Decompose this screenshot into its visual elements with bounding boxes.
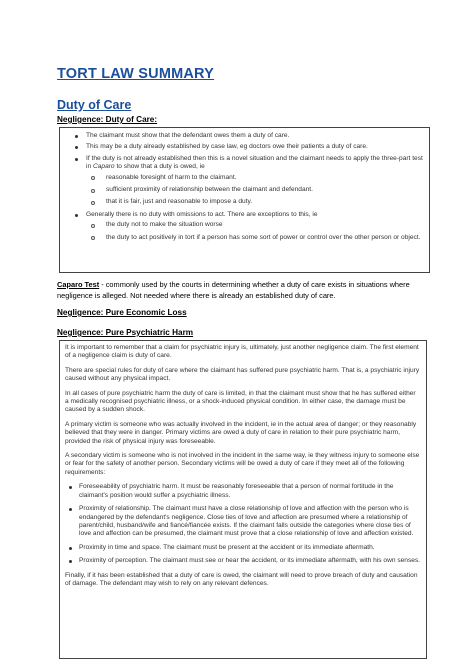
paragraph: There are special rules for duty of care where the claimant has suffered pure psychiatric harm. That is, a psychiatric injury caused without any physical impact. (65, 366, 420, 383)
case-name: Caparo (92, 163, 115, 171)
heading-pure-economic-loss: Negligence: Pure Economic Loss (57, 308, 187, 317)
list-item: This may be a duty already established by case law, eg doctors owe their patients a duty of care. (64, 143, 423, 151)
paragraph: A secondary victim is someone who is not involved in the incident in the same way, ie they witness injury to someone else or fear for the safety of another person. Secondary victims will be owed a duty of care if they meet all of the following requirements: (65, 452, 420, 476)
sub-list-item: sufficient proximity of relationship between the claimant and defendant. (86, 186, 423, 194)
list-item: The claimant must show that the defendant owes them a duty of care. (64, 132, 423, 140)
list-item: Foreseeability of psychiatric harm. It must be reasonably foreseeable that a person of normal fortitude in the claimant's position would suffer a psychiatric illness. (65, 483, 421, 500)
section-title-duty-of-care: Duty of Care (57, 98, 132, 112)
psychiatric-harm-box (59, 340, 427, 659)
caparo-test-label: Caparo Test (57, 280, 100, 289)
sub-list-item: that it is fair, just and reasonable to impose a duty. (86, 198, 423, 206)
sub-list-item: the duty not to make the situation worse (86, 221, 423, 229)
paragraph: A primary victim is someone who was actually involved in the incident, ie in the actual area of danger; or they reasonably believed that they were in danger. Primary victims are owed a duty of care in relation to their pure psychiatric harm, provided the risk of physical injury was foreseeable. (65, 420, 417, 445)
list-item: Proximity of perception. The claimant must see or hear the accident, or its immediate aftermath, with his own senses. (65, 557, 421, 565)
paragraph: It is important to remember that a claim for psychiatric injury is, ultimately, just another negligence claim. The first element of a negligence claim is duty of care. (65, 344, 419, 360)
duty-of-care-box (59, 127, 430, 273)
list-item: If the duty is not already established then this is a novel situation and the claimant needs to apply the three-part test in Caparo to show that a duty is owed, ie reasonable foresight of harm to the claimant. sufficient proximity of relationship between the claimant and defendant. that it is fair, just and reasonable to impose a duty. (64, 155, 423, 207)
caparo-sublist (86, 174, 423, 207)
list-item: Generally there is no duty with omissions to act. There are exceptions to this, ie the duty not to make the situation worse the duty to act positively in tort if a person has some sort of power or control over the other person or object. (64, 211, 423, 242)
paragraph: In all cases of pure psychiatric harm the duty of care is limited, in that the claimant must show that he has suffered either a medically recognised psychiatric illness, or a shock-induced physical condition. In either case, the damage must be caused by a sudden shock. (65, 389, 416, 414)
secondary-victim-requirements (65, 483, 421, 565)
sub-list-item: the duty to act positively in tort if a person has some sort of power or control over the other person or object. (86, 234, 423, 242)
caparo-test-paragraph: Caparo Test - commonly used by the courts in determining whether a duty of care exists in situations where negligence is alleged. Not needed where there is already an established duty of care. (57, 280, 410, 300)
closing-paragraph: Finally, if it has been established that a duty of care is owed, the claimant will need to prove breach of duty and causation of damage. The defendant may wish to rely on any relevant defences. (65, 571, 418, 587)
list-item: Proximity of relationship. The claimant must have a close relationship of love and affection with the person who is endangered by the defendant's negligence. Close ties of love and affection are presumed where a relationship of parent/child, husband/wife and fiancé/fiancée exists. If the claimant falls outside the categories where close ties of love and affection can be presumed, the claimant must prove that a close relationship of love and affection existed. (65, 505, 421, 539)
document-title: TORT LAW SUMMARY (57, 66, 215, 82)
list-item: Proximity in time and space. The claimant must be present at the accident or its immediate aftermath. (65, 544, 421, 552)
heading-negligence-duty: Negligence: Duty of Care: (57, 115, 158, 124)
heading-pure-psychiatric-harm: Negligence: Pure Psychiatric Harm (57, 328, 194, 337)
duty-of-care-list (64, 132, 423, 242)
omissions-sublist (86, 221, 423, 242)
sub-list-item: reasonable foresight of harm to the claimant. (86, 174, 423, 182)
